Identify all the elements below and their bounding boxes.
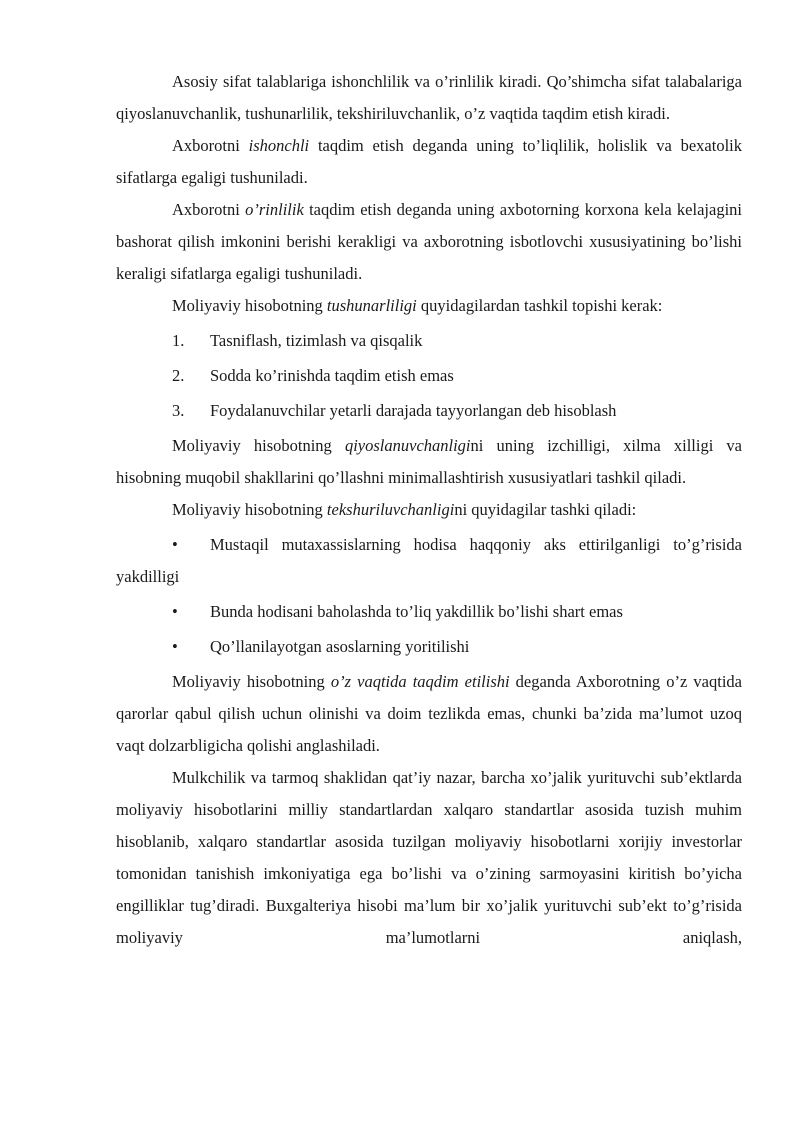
- emphasis-term: o’z vaqtida taqdim etilishi: [330, 672, 510, 691]
- list-item: • Mustaqil mutaxassislarning hodisa haqqoniy aks ettirilganligi to’g’risida yakdilligi: [116, 529, 742, 593]
- paragraph-understandability: Moliyaviy hisobotning tushunarliligi quyidagilardan tashkil topishi kerak:: [172, 296, 663, 315]
- emphasis-term: qiyoslanuvchanligi: [344, 436, 471, 455]
- list-marker: •: [172, 535, 178, 554]
- paragraph-verifiability: Moliyaviy hisobotning tekshuriluvchanligini quyidagilar tashki qiladi:: [172, 500, 637, 519]
- list-marker: 1.: [172, 331, 185, 350]
- list-marker: 3.: [172, 401, 185, 420]
- paragraph-quality-requirements: Asosiy sifat talablariga ishonchlilik va o’rinlilik kiradi. Qo’shimcha sifat talabalariga qiyoslanuvchanlik, tushunarlilik, tekshiriluvchanlik, o’z vaqtida taqdim etish kiradi.: [116, 72, 742, 123]
- emphasis-term: tekshuriluvchanligi: [326, 500, 455, 519]
- paragraph-comparability: Moliyaviy hisobotning qiyoslanuvchanligini uning izchilligi, xilma xilligi va hisobning muqobil shakllarini qo’llashni minimallashtirish xususiyatlari tashkil qiladi.: [116, 436, 742, 487]
- list-marker: •: [172, 602, 178, 621]
- paragraph-reliability: Axborotni ishonchli taqdim etish deganda uning to’liqlilik, holislik va bexatolik sifatlarga egaligi tushuniladi.: [116, 136, 742, 187]
- emphasis-term: ishonchli: [248, 136, 310, 155]
- list-item: • Bunda hodisani baholashda to’liq yakdillik bo’lishi shart emas: [116, 596, 742, 628]
- emphasis-term: tushunarliligi: [326, 296, 417, 315]
- list-item: 2. Sodda ko’rinishda taqdim etish emas: [116, 360, 742, 392]
- list-marker: •: [172, 637, 178, 656]
- list-marker: 2.: [172, 366, 185, 385]
- paragraph-international-standards: Mulkchilik va tarmoq shaklidan qat’iy nazar, barcha xo’jalik yurituvchi sub’ektlarda moliyaviy hisobotlarini milliy standartlardan xalqaro standartlar asosida tuzish muhim hisoblanib, xalqaro standartlar asosida tuzilgan moliyaviy hisobotlarni xorijiy investorlar tomonidan tanishish imkoniyatiga ega bo’lishi va o’zining sarmoyasini kiritish bo’yicha engilliklar tug’diradi. Buxgalteriya hisobi ma’lum bir xo’jalik yurituvchi sub’ekt to’g’risida moliyaviy ma’lumotlarni aniqlash,: [116, 768, 742, 947]
- list-item: • Qo’llanilayotgan asoslarning yoritilishi: [116, 631, 742, 663]
- list-item: 3. Foydalanuvchilar yetarli darajada tayyorlangan deb hisoblash: [116, 395, 742, 427]
- document-page: [116, 66, 742, 954]
- list-item: 1. Tasniflash, tizimlash va qisqalik: [116, 325, 742, 357]
- bullet-list: [116, 529, 742, 663]
- emphasis-term: o’rinlilik: [245, 200, 304, 219]
- paragraph-relevance: Axborotni o’rinlilik taqdim etish deganda uning axbotorning korxona kela kelajagini bashorat qilish imkonini berishi kerakligi va axborotning isbotlovchi xususiyatining bo’lishi keraligi sifatlarga egaligi tushuniladi.: [116, 200, 742, 283]
- numbered-list: [116, 325, 742, 427]
- paragraph-timeliness: Moliyaviy hisobotning o’z vaqtida taqdim etilishi deganda Axborotning o’z vaqtida qarorlar qabul qilish uchun olinishi va doim tezlikda emas, chunki ba’zida ma’lumot uzoq vaqt dolzarbligicha qolishi anglashiladi.: [116, 672, 742, 755]
